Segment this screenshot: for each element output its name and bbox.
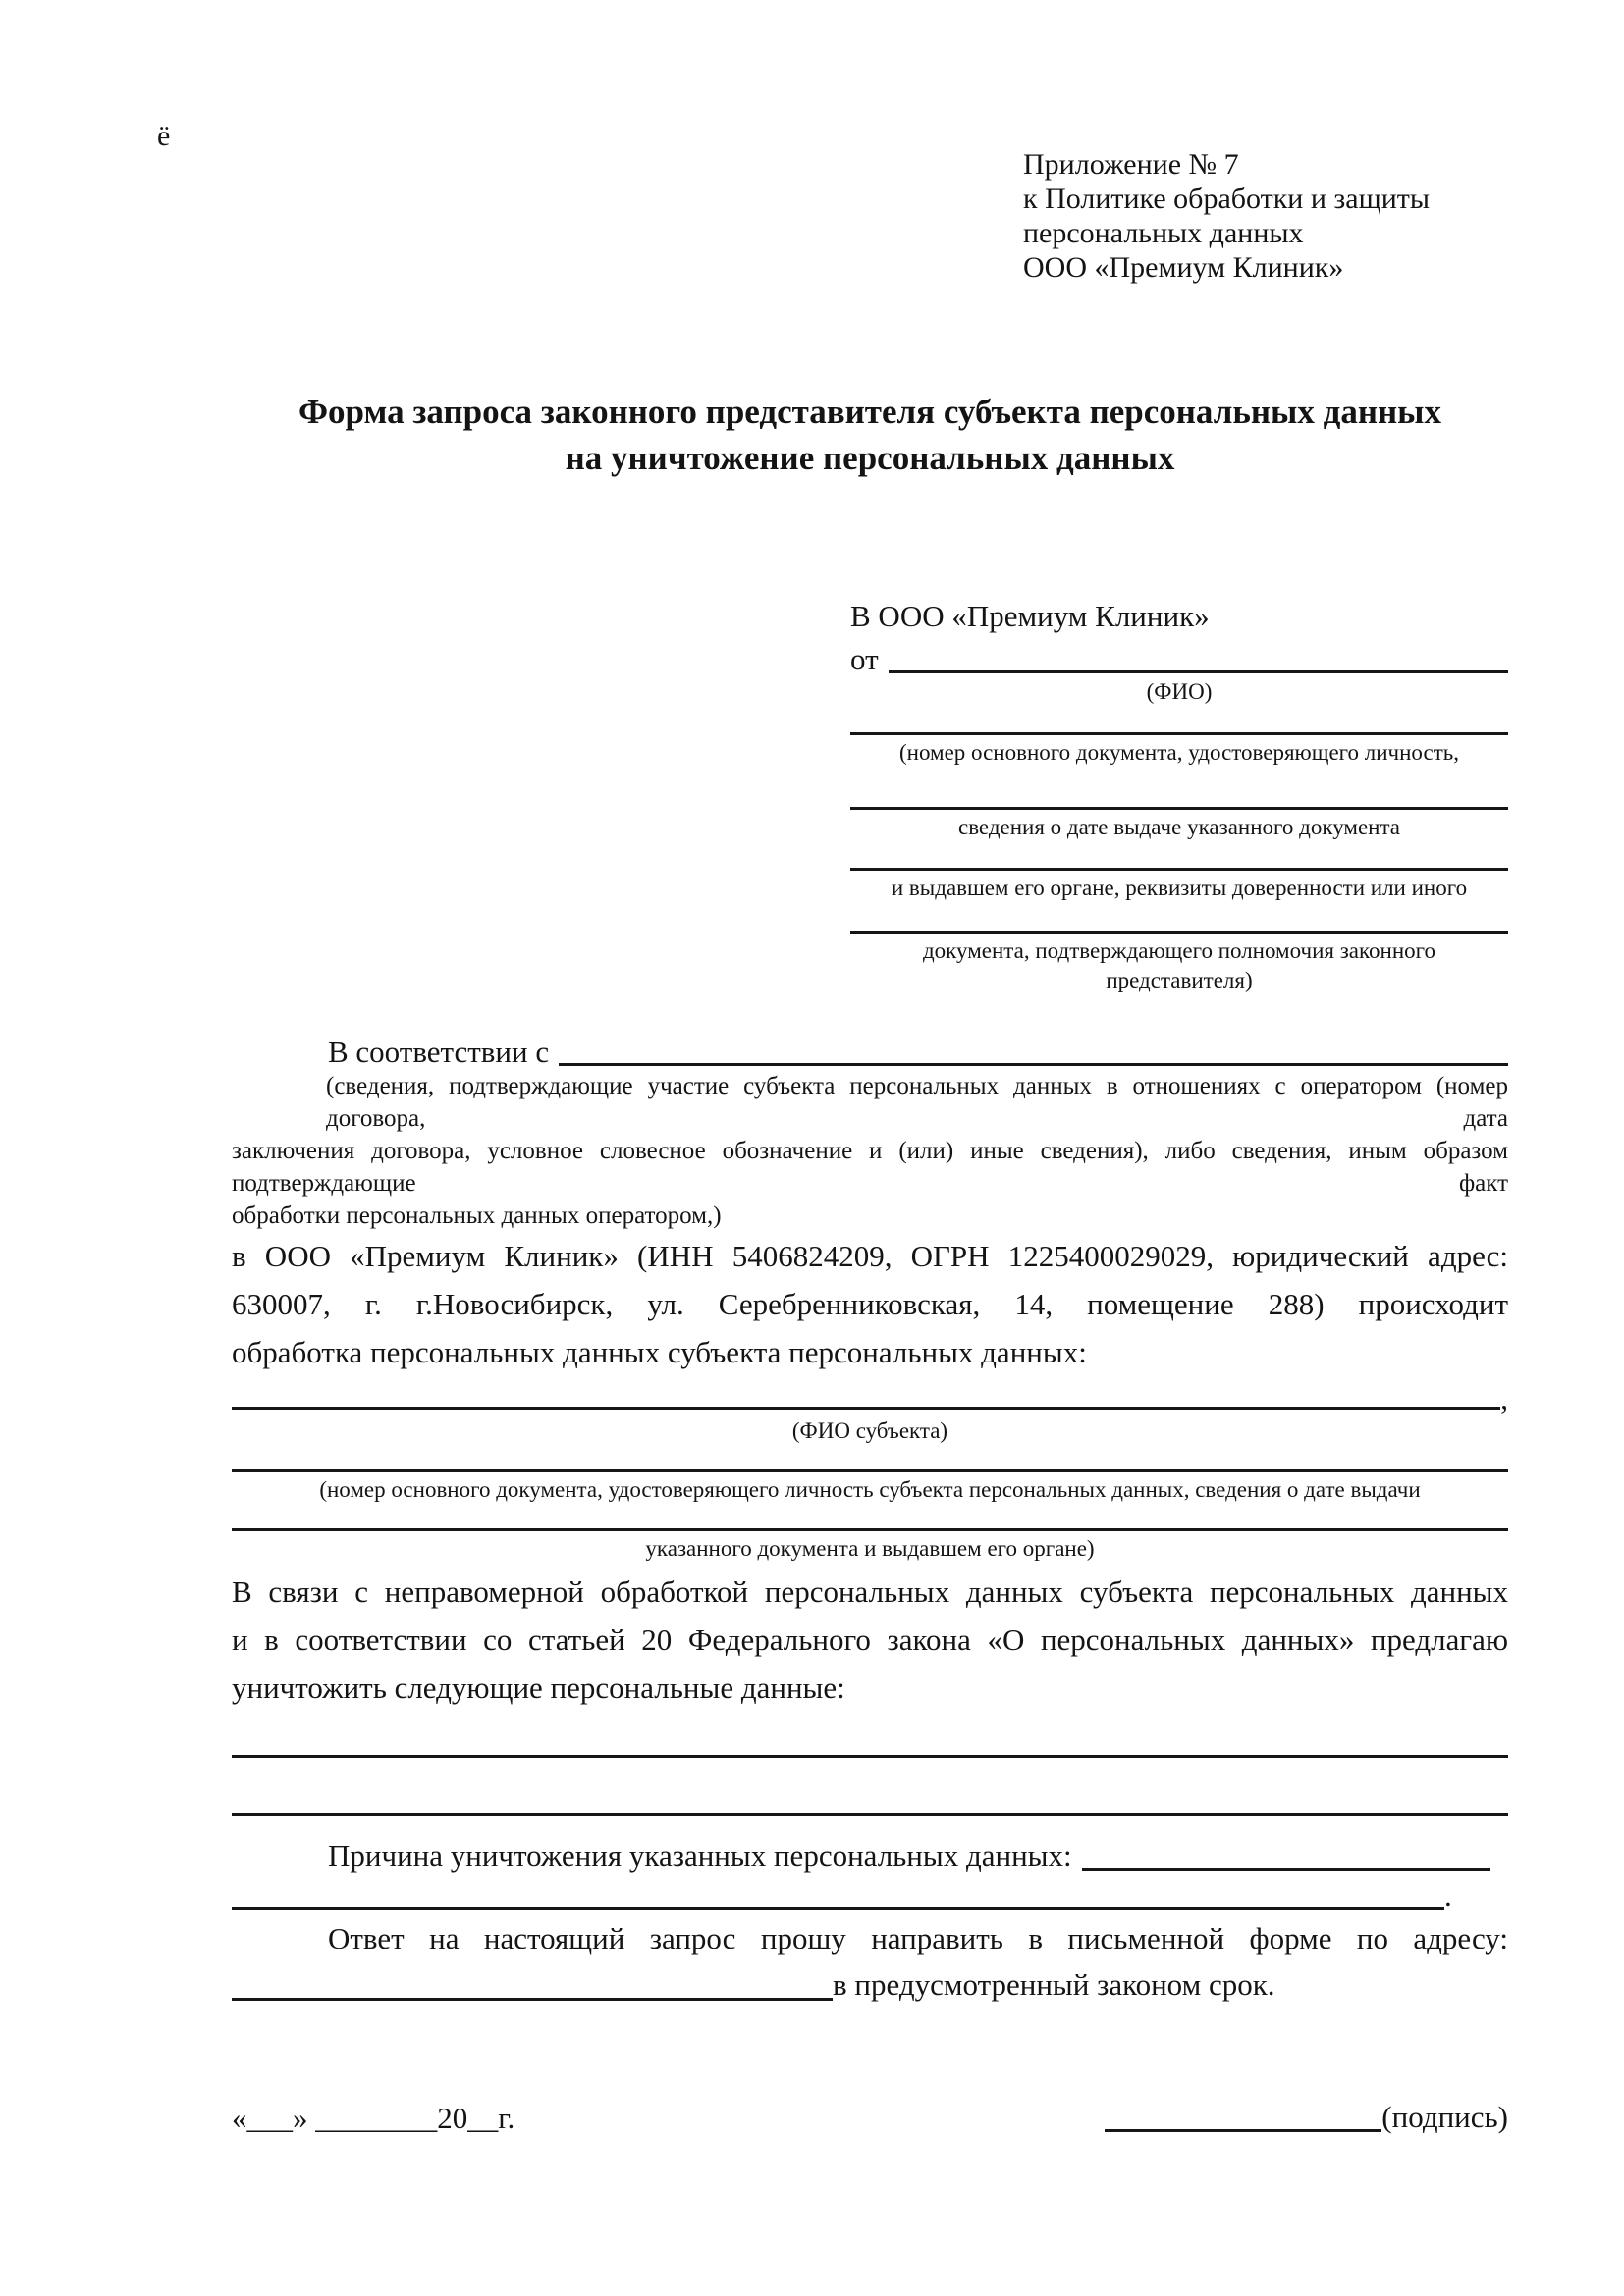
reply-address-row <box>232 1961 1508 2004</box>
reason-row <box>232 1834 1508 1875</box>
issuing-authority-blank-line <box>850 868 1508 871</box>
date-blank: «___» ________20__г. <box>232 2101 515 2135</box>
accordance-note-line-2: заключения договора, условное словесное обозначение и (или) иные сведения), либо сведения, иным образом подтверждающие факт <box>232 1138 1508 1197</box>
subject-fio-row <box>232 1380 1508 1414</box>
demand-paragraph <box>232 1568 1508 1712</box>
stray-char: ё <box>157 120 171 152</box>
appendix-line-4: ООО «Премиум Клиник» <box>1023 251 1344 284</box>
operator-line-1: в ООО «Премиум Клиник» (ИНН 5406824209, ОГРН 1225400029029, юридический адрес: <box>232 1239 1508 1273</box>
issue-date-blank-line <box>850 807 1508 810</box>
title-line-2: на уничтожение персональных данных <box>565 439 1175 477</box>
signature-hint: (подпись) <box>1381 2100 1508 2134</box>
reply-address-blank-line <box>232 1998 833 2001</box>
accordance-blank-line <box>559 1063 1508 1066</box>
recipient-org: В ООО «Премиум Клиник» <box>850 599 1210 633</box>
reason-blank-line-2 <box>232 1907 1444 1910</box>
accordance-note <box>232 1070 1508 1232</box>
document-number-hint: (номер основного документа, удостоверяющего личность, <box>898 740 1459 765</box>
accordance-note-line-3: обработки персональных данных оператором,) <box>232 1202 722 1229</box>
appendix-block <box>1023 147 1508 285</box>
signature-blank-line <box>1105 2129 1381 2132</box>
accordance-note-line-1: (сведения, подтверждающие участие субъекта персональных данных в отношениях с оператором (номер договора, дата <box>326 1073 1508 1132</box>
operator-line-3: обработка персональных данных субъекта персональных данных: <box>232 1335 1087 1369</box>
demand-line-1: В связи с неправомерной обработкой персональных данных субъекта персональных данных <box>232 1575 1508 1609</box>
reason-continuation-row <box>232 1875 1508 1914</box>
from-row <box>850 636 1508 677</box>
authority-document-blank-line <box>850 931 1508 934</box>
fio-hint: (ФИО) <box>1146 679 1213 704</box>
data-to-destroy-blank-line-2 <box>232 1813 1508 1816</box>
signature-group <box>1105 2099 1508 2136</box>
subject-fio-blank-line <box>232 1407 1500 1410</box>
issue-date-hint: сведения о дате выдаче указанного документа <box>957 815 1401 839</box>
appendix-line-3: персональных данных <box>1023 217 1304 249</box>
document-title <box>232 389 1508 481</box>
demand-line-3: уничтожить следующие персональные данные: <box>232 1671 845 1705</box>
from-label: от <box>850 642 879 676</box>
accordance-row <box>232 1031 1508 1070</box>
reason-lead: Причина уничтожения указанных персональных данных: <box>328 1839 1072 1873</box>
data-to-destroy-blank-line-1 <box>232 1755 1508 1758</box>
period: . <box>1444 1879 1452 1913</box>
subject-document-hint-2: указанного документа и выдавшем его органе) <box>645 1536 1095 1561</box>
subject-document-blank-line <box>232 1469 1508 1472</box>
reply-line-1: Ответ на настоящий запрос прошу направить в письменной форме по адресу: <box>328 1921 1508 1955</box>
appendix-line-2: к Политике обработки и защиты <box>1023 183 1431 215</box>
reason-blank-line <box>1082 1868 1490 1871</box>
fio-blank-line <box>889 670 1508 673</box>
appendix-line-1: Приложение № 7 <box>1023 148 1239 181</box>
title-line-1: Форма запроса законного представителя субъекта персональных данных <box>298 393 1441 431</box>
trailing-comma: , <box>1500 1381 1508 1415</box>
recipient-block <box>850 597 1508 995</box>
accordance-lead: В соответствии с <box>328 1035 550 1069</box>
operator-line-2: 630007, г. г.Новосибирск, ул. Серебренниковская, 14, помещение 288) происходит <box>232 1287 1508 1321</box>
authority-document-hint: документа, подтверждающего полномочия законного представителя) <box>922 938 1435 992</box>
footer-row <box>232 2099 1508 2136</box>
subject-document-blank-line-2 <box>232 1528 1508 1531</box>
issuing-authority-hint: и выдавшем его органе, реквизиты доверенности или иного <box>891 876 1468 900</box>
operator-paragraph <box>232 1232 1508 1376</box>
subject-document-hint-1: (номер основного документа, удостоверяющего личность субъекта персональных данных, сведения о дате выдачи <box>319 1477 1421 1502</box>
demand-line-2: и в соответствии со статьей 20 Федерального закона «О персональных данных» предлагаю <box>232 1623 1508 1657</box>
subject-fio-hint: (ФИО субъекта) <box>791 1418 948 1443</box>
document-number-blank-line <box>850 732 1508 735</box>
reply-line-2: в предусмотренный законом срок. <box>833 1967 1275 2002</box>
